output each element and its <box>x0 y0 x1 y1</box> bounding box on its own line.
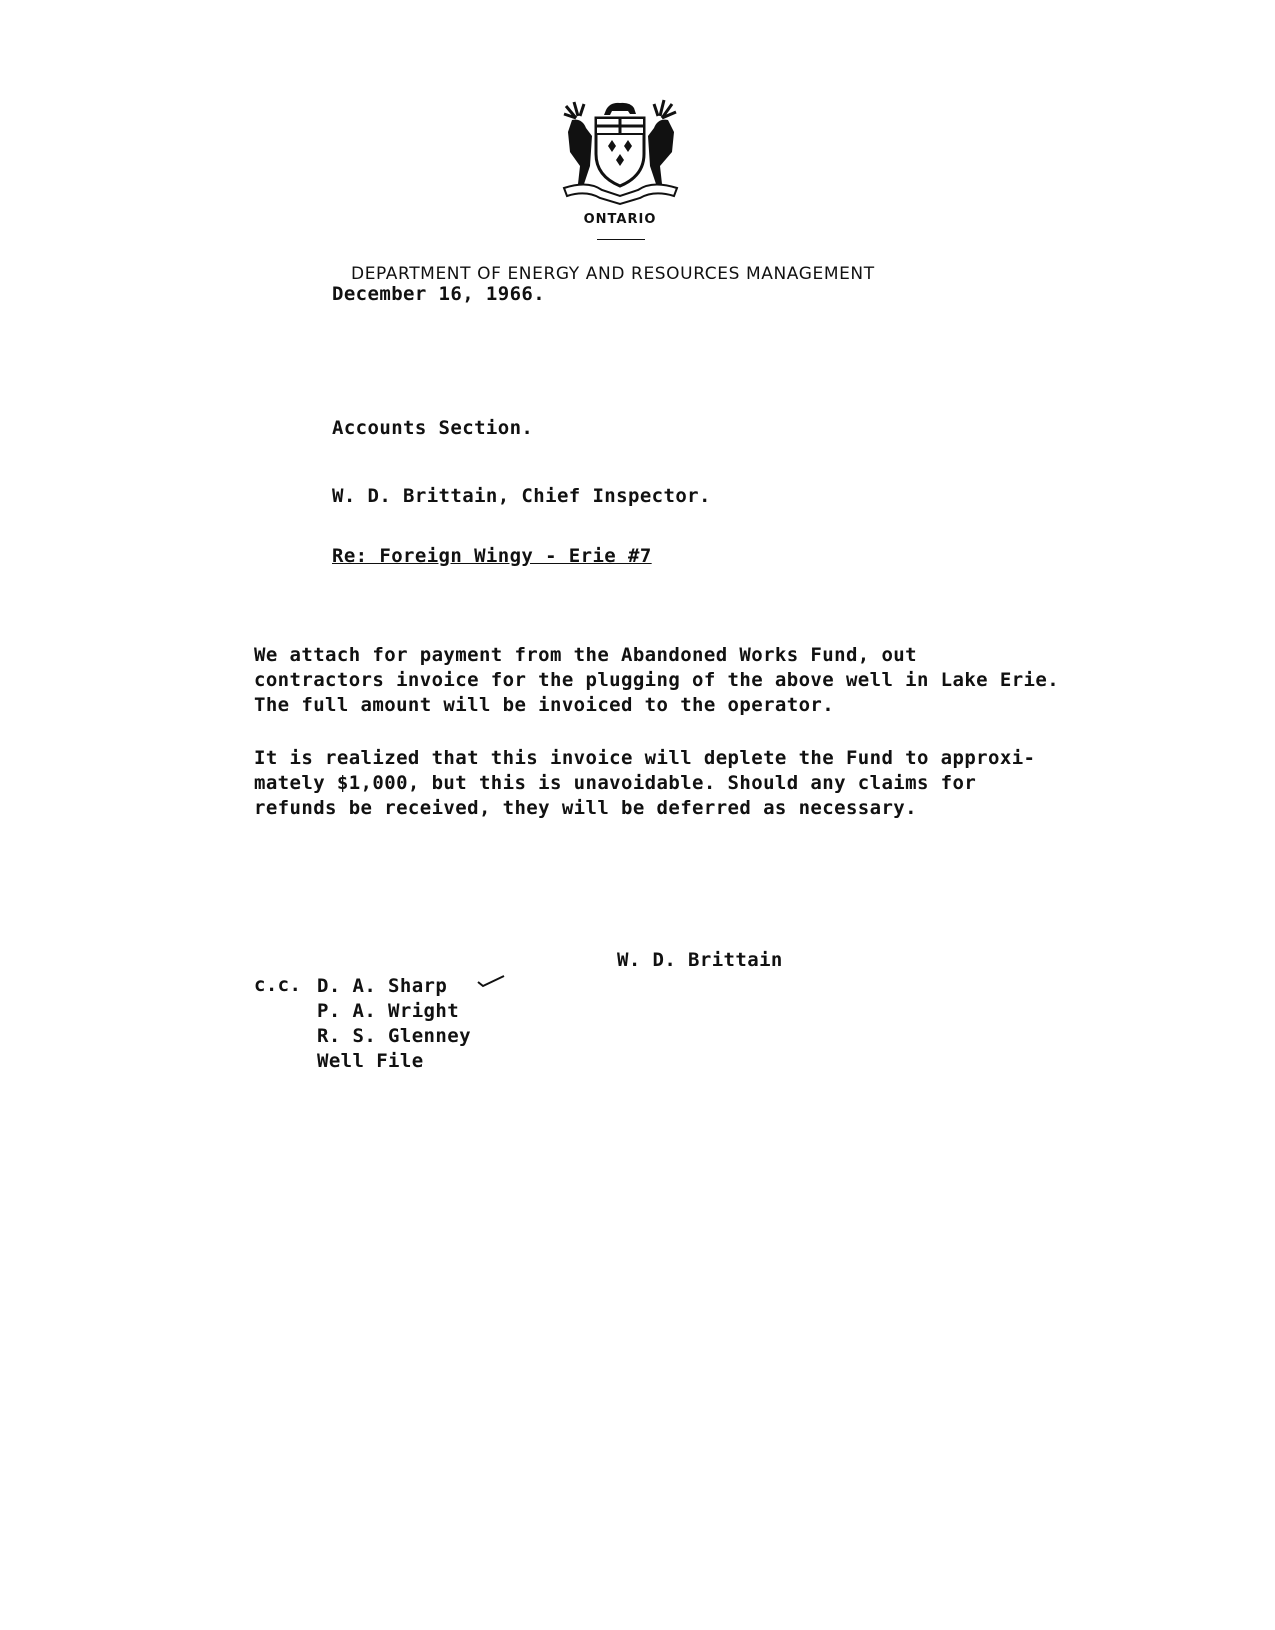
paragraph-line: We attach for payment from the Abandoned Works Fund, out <box>254 644 917 666</box>
paragraph-line: contractors invoice for the plugging of the above well in Lake Erie. <box>254 669 1060 691</box>
check-mark-icon <box>476 974 506 988</box>
letter-date: December 16, 1966. <box>332 283 546 305</box>
department-name: DEPARTMENT OF ENERGY AND RESOURCES MANAGEMENT <box>351 264 875 284</box>
cc-recipient: R. S. Glenney <box>317 1025 471 1047</box>
subject-line: Re: Foreign Wingy - Erie #7 <box>332 545 652 567</box>
paragraph-line: It is realized that this invoice will deplete the Fund to approxi- <box>254 747 1036 769</box>
cc-recipient: Well File <box>317 1050 424 1072</box>
signature-name: W. D. Brittain <box>617 949 783 971</box>
paragraph-2 <box>254 746 1035 821</box>
cc-recipient: D. A. Sharp <box>317 975 448 997</box>
ontario-coat-of-arms-icon <box>558 96 683 206</box>
paragraph-line: mately $1,000, but this is unavoidable. Should any claims for <box>254 772 977 794</box>
letterhead-divider <box>597 239 645 240</box>
province-name: ONTARIO <box>583 212 657 227</box>
cc-list <box>317 974 471 1074</box>
paragraph-line: The full amount will be invoiced to the operator. <box>254 694 835 716</box>
recipient: Accounts Section. <box>332 417 534 439</box>
cc-label: c.c. <box>254 974 302 996</box>
cc-recipient: P. A. Wright <box>317 1000 460 1022</box>
paragraph-1 <box>254 643 1059 718</box>
sender: W. D. Brittain, Chief Inspector. <box>332 485 711 507</box>
paragraph-line: refunds be received, they will be deferred as necessary. <box>254 797 917 819</box>
